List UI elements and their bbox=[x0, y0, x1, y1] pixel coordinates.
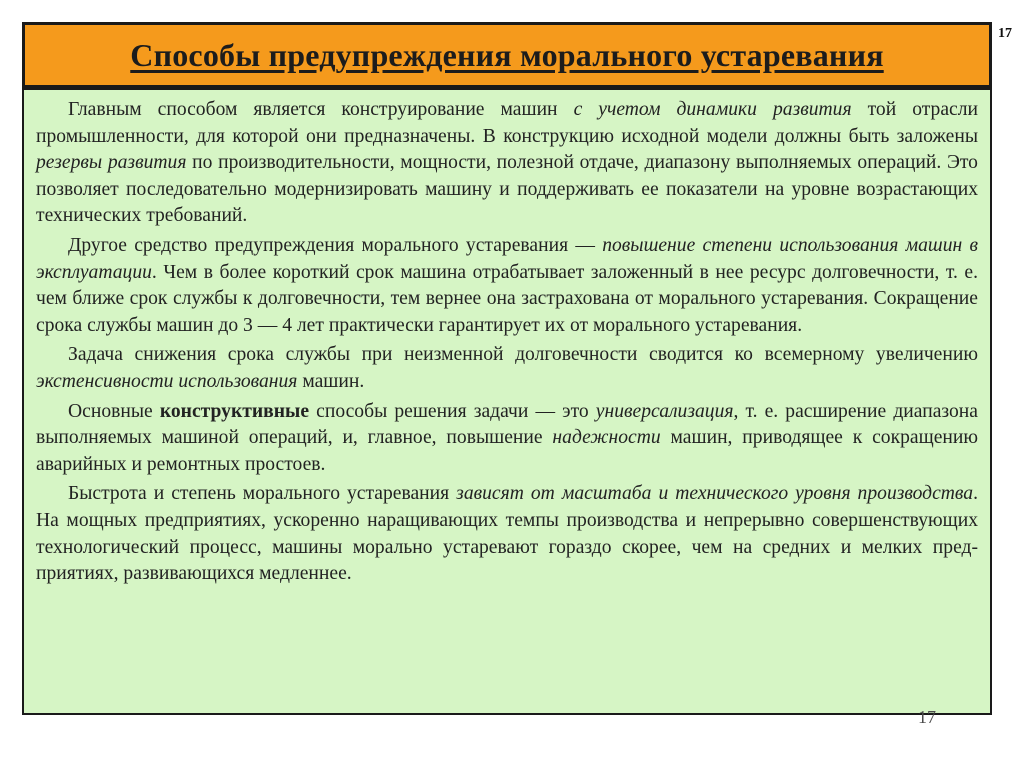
emphasis-text: резервы развития bbox=[36, 152, 187, 174]
emphasis-text: с учетом динамики развития bbox=[573, 99, 852, 120]
paragraph-usage-intensity bbox=[36, 233, 978, 339]
text-run: , т. е. расширение диапазона выполняемых машиной операций, и, главное, повышение bbox=[36, 400, 978, 449]
page-number-bottom: 17 bbox=[918, 707, 936, 727]
content-panel bbox=[22, 88, 992, 715]
text-run: Главным способом является конструирование машин bbox=[68, 99, 574, 120]
text-run: машин, приводящее к сокращению аварийных и ремонтных простоев. bbox=[36, 427, 979, 475]
text-run: машин. bbox=[297, 370, 365, 392]
text-run: Быстрота и степень морального устаревания bbox=[68, 483, 457, 505]
paragraph-production-scale bbox=[36, 481, 978, 587]
text-run: . Чем в более короткий срок машина отрабатывает заложенный в нее ресурс долговечности, т. е. чем ближе срок службы к долговечности, тем вернее она застрахована от морального устаревания. Сокращение срока службы машин до 3 — 4 лет практически гарантирует их от морального устаревания. bbox=[36, 261, 978, 336]
emphasis-text: надежности bbox=[552, 427, 661, 449]
text-run: Другое средство предупреждения морального устаревания — bbox=[68, 234, 603, 256]
paragraph-service-life bbox=[36, 342, 978, 395]
text-run: Задача снижения срока службы при неизменной долговечности сводится ко всемерному увеличению bbox=[68, 344, 978, 366]
text-run: способы решения задачи — это bbox=[309, 400, 596, 422]
title-bar bbox=[22, 22, 992, 88]
paragraph-constructive-methods bbox=[36, 399, 978, 479]
text-run: Основные bbox=[68, 400, 160, 422]
text-run: . На мощных предприятиях, ускоренно наращивающих темпы производства и непрерывно совершенствующих технологический процесс, машины морально устаревают гораздо скорее, чем на средних и мелких пред- приятиях, развивающихся медленнее. bbox=[36, 483, 979, 585]
emphasis-text: экстенсивности использования bbox=[36, 370, 298, 392]
text-run: той отрасли промышленности, для которой они предназначены. В конструкцию исходной модели должны быть заложены bbox=[36, 99, 978, 147]
emphasis-text: зависят от масштаба и технического уровня производства bbox=[456, 483, 974, 505]
emphasis-text: универсализация bbox=[595, 400, 734, 422]
page-number-top: 17 bbox=[998, 26, 1012, 41]
bold-text: конструктивные bbox=[159, 400, 310, 422]
emphasis-text: повышение степени использования машин в эксплуатации bbox=[36, 234, 978, 283]
text-run: по производительности, мощности, полезной отдаче, диапазону выполняемых операций. Это позволяет последовательно модернизировать машину и поддерживать ее показатели на уровне возрастающих технических требований. bbox=[36, 152, 978, 227]
paragraph-design-reserves bbox=[36, 97, 978, 230]
slide-title: Способы предупреждения морального устаревания bbox=[130, 36, 884, 73]
